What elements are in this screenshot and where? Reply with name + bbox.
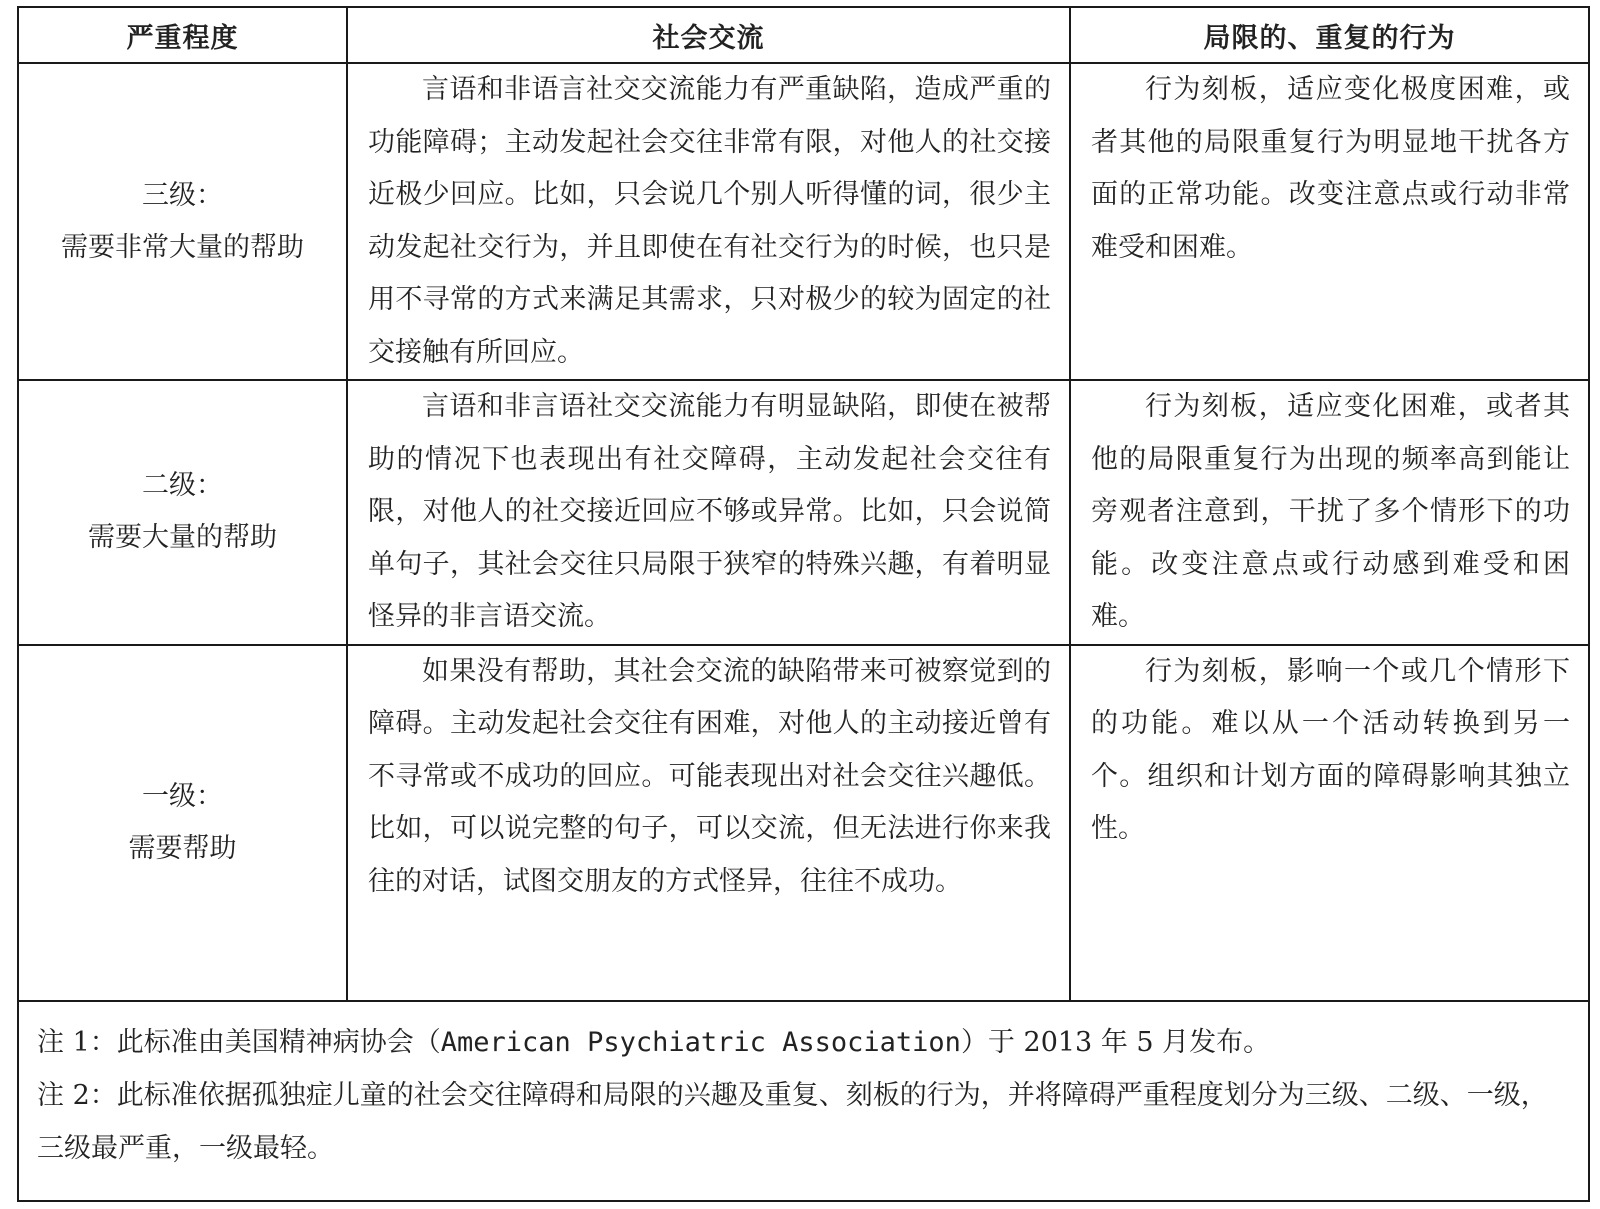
level-title: 三级： xyxy=(142,179,223,211)
note-1-suffix: ）于 2013 年 5 月发布。 xyxy=(960,1026,1271,1058)
note-1-prefix: 注 1：此标准由美国精神病协会（ xyxy=(37,1026,441,1058)
header-social-communication: 社会交流 xyxy=(347,8,1070,63)
behavior-description: 行为刻板，适应变化极度困难，或者其他的局限重复行为明显地干扰各方面的正常功能。改变注意点或行动非常难受和困难。 xyxy=(1091,74,1570,263)
level-subtitle: 需要非常大量的帮助 xyxy=(61,231,304,263)
note-2: 注 2：此标准依据孤独症儿童的社会交往障碍和局限的兴趣及重复、刻板的行为，并将障碍严重程度划分为三级、二级、一级，三级最严重，一级最轻。 xyxy=(37,1079,1548,1164)
social-description-cell xyxy=(347,645,1070,1001)
level-subtitle: 需要帮助 xyxy=(128,832,237,864)
level-cell xyxy=(19,63,347,380)
table-row xyxy=(19,380,1588,645)
social-description: 言语和非语言社交交流能力有严重缺陷，造成严重的功能障碍；主动发起社会交往非常有限，对他人的社交接近极少回应。比如，只会说几个别人听得懂的词，很少主动发起社交行为，并且即使在有社交行为的时候，也只是用不寻常的方式来满足其需求，只对极少的较为固定的社交接触有所回应。 xyxy=(368,74,1051,368)
severity-table-frame xyxy=(17,6,1590,1202)
level-title: 一级： xyxy=(142,780,223,812)
social-description: 言语和非言语社交交流能力有明显缺陷，即使在被帮助的情况下也表现出有社交障碍，主动发起社会交往有限，对他人的社交接近回应不够或异常。比如，只会说简单句子，其社会交往只局限于狭窄的特殊兴趣，有着明显怪异的非言语交流。 xyxy=(368,391,1051,632)
social-description: 如果没有帮助，其社会交流的缺陷带来可被察觉到的障碍。主动发起社会交往有困难，对他人的主动接近曾有不寻常或不成功的回应。可能表现出对社会交往兴趣低。比如，可以说完整的句子，可以交流，但无法进行你来我往的对话，试图交朋友的方式怪异，往往不成功。 xyxy=(368,655,1051,897)
social-description-cell xyxy=(347,380,1070,645)
severity-table xyxy=(19,8,1588,1002)
social-description-cell xyxy=(347,63,1070,380)
level-subtitle: 需要大量的帮助 xyxy=(88,522,277,554)
header-severity: 严重程度 xyxy=(19,8,347,63)
table-row xyxy=(19,645,1588,1001)
table-notes xyxy=(19,1002,1588,1175)
note-1 xyxy=(37,1016,1568,1069)
table-header-row xyxy=(19,8,1588,63)
header-restricted-repetitive-behavior: 局限的、重复的行为 xyxy=(1070,8,1588,63)
level-title: 二级： xyxy=(142,470,223,502)
behavior-description: 行为刻板，适应变化困难，或者其他的局限重复行为出现的频率高到能让旁观者注意到，干扰了多个情形下的功能。改变注意点或行动感到难受和困难。 xyxy=(1091,391,1570,632)
behavior-description-cell xyxy=(1070,380,1588,645)
behavior-description: 行为刻板，影响一个或几个情形下的功能。难以从一个活动转换到另一个。组织和计划方面的障碍影响其独立性。 xyxy=(1091,655,1570,844)
behavior-description-cell xyxy=(1070,63,1588,380)
table-row xyxy=(19,63,1588,380)
note-1-organization: American Psychiatric Association xyxy=(440,1026,961,1058)
level-cell xyxy=(19,380,347,645)
level-cell xyxy=(19,645,347,1001)
behavior-description-cell xyxy=(1070,645,1588,1001)
